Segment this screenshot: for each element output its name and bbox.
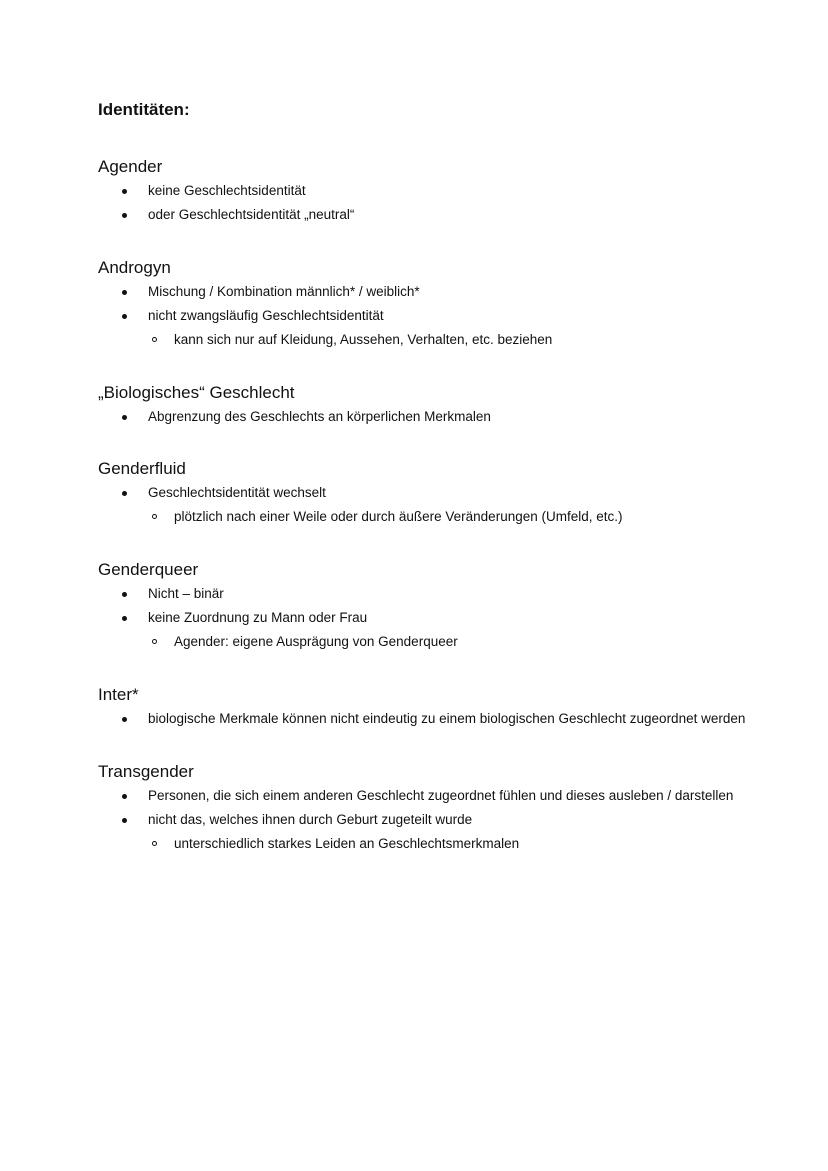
bullet-list <box>98 280 798 352</box>
section-genderfluid <box>98 457 798 529</box>
section-heading: Genderqueer <box>98 560 199 579</box>
list-item: Personen, die sich einem anderen Geschlecht zugeordnet fühlen und dieses ausleben / darstellen <box>98 784 798 808</box>
section-androgyn <box>98 256 798 352</box>
list-item: oder Geschlechtsidentität „neutral“ <box>98 203 798 227</box>
section-heading: Genderfluid <box>98 459 186 478</box>
list-item: Abgrenzung des Geschlechts an körperlichen Merkmalen <box>98 405 798 429</box>
bullet-icon <box>122 616 127 621</box>
bullet-icon <box>122 592 127 597</box>
section-heading: Agender <box>98 157 163 176</box>
bullet-list <box>98 784 798 856</box>
list-item: Geschlechtsidentität wechselt <box>98 481 798 505</box>
bullet-list <box>98 481 798 529</box>
bullet-list <box>98 405 798 429</box>
bullet-list <box>98 707 798 731</box>
list-item: kann sich nur auf Kleidung, Aussehen, Verhalten, etc. beziehen <box>98 328 798 352</box>
list-item: Agender: eigene Ausprägung von Genderqueer <box>98 630 798 654</box>
list-item: Nicht – binär <box>98 582 798 606</box>
bullet-icon <box>122 818 127 823</box>
list-item: keine Zuordnung zu Mann oder Frau <box>98 606 798 630</box>
section-transgender <box>98 760 798 856</box>
list-item: plötzlich nach einer Weile oder durch äußere Veränderungen (Umfeld, etc.) <box>98 505 798 529</box>
bullet-list <box>98 179 798 227</box>
bullet-list <box>98 582 798 654</box>
section-heading: „Biologisches“ Geschlecht <box>98 383 295 402</box>
sub-bullet-icon <box>152 841 157 846</box>
bullet-icon <box>122 794 127 799</box>
section-agender <box>98 155 798 227</box>
bullet-icon <box>122 717 127 722</box>
list-item: unterschiedlich starkes Leiden an Geschlechtsmerkmalen <box>98 832 798 856</box>
section-heading: Androgyn <box>98 258 171 277</box>
page-title: Identitäten: <box>98 100 190 119</box>
sub-bullet-icon <box>152 514 157 519</box>
bullet-icon <box>122 491 127 496</box>
section-heading: Inter* <box>98 685 139 704</box>
section-heading: Transgender <box>98 762 194 781</box>
bullet-icon <box>122 314 127 319</box>
bullet-icon <box>122 189 127 194</box>
list-item: nicht zwangsläufig Geschlechtsidentität <box>98 304 798 328</box>
list-item: biologische Merkmale können nicht eindeutig zu einem biologischen Geschlecht zugeordnet werden <box>98 707 798 731</box>
bullet-icon <box>122 213 127 218</box>
list-item: keine Geschlechtsidentität <box>98 179 798 203</box>
list-item: Mischung / Kombination männlich* / weiblich* <box>98 280 798 304</box>
bullet-icon <box>122 290 127 295</box>
section-inter <box>98 683 798 731</box>
sub-bullet-icon <box>152 639 157 644</box>
sub-bullet-icon <box>152 337 157 342</box>
section-biologisches-geschlecht <box>98 381 798 429</box>
bullet-icon <box>122 415 127 420</box>
list-item: nicht das, welches ihnen durch Geburt zugeteilt wurde <box>98 808 798 832</box>
section-genderqueer <box>98 558 798 654</box>
